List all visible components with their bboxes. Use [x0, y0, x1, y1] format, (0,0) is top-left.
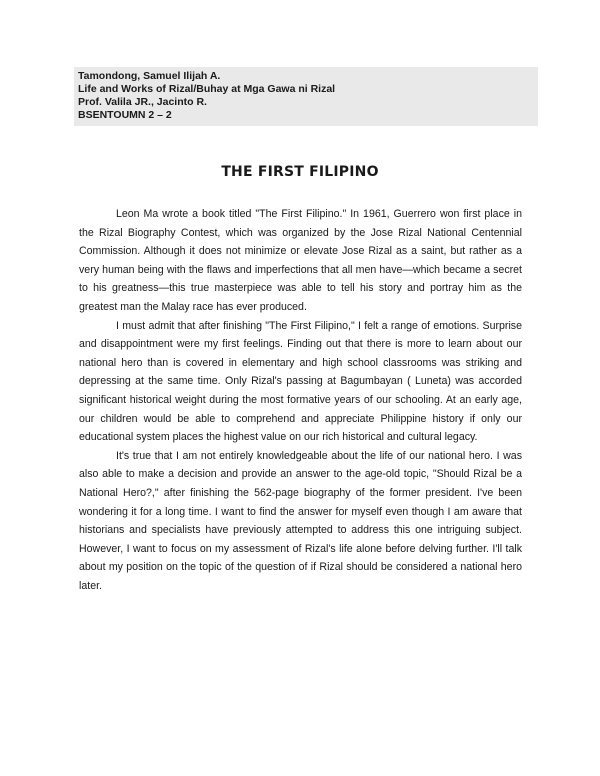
paragraph-3: It's true that I am not entirely knowledgeable about the life of our national hero. I was also able to make a decision and provide an answer to the age-old topic, "Should Rizal be a National Hero?," after finishing the 562-page biography of the former president. I've been wondering it for a long time. I want to find the answer for myself even though I am aware that historians and specialists have previously attempted to address this one intriguing subject. However, I want to focus on my assessment of Rizal's life alone before delving further. I'll talk about my position on the topic of the question of if Rizal should be considered a national hero later. [79, 449, 522, 592]
student-name: Tamondong, Samuel Ilijah A. [78, 70, 221, 82]
document-body [79, 205, 522, 595]
paragraph-2: I must admit that after finishing "The First Filipino," I felt a range of emotions. Surprise and disappointment were my first feelings. Finding out that there is more to learn about our national hero than is covered in elementary and high school classrooms was striking and depressing at the same time. Only Rizal's passing at Bagumbayan ( Luneta) was accorded significant historical weight during the most formative years of our schooling. At an early age, our children would be able to comprehend and appreciate Philippine history if only our educational system places the highest value on our rich historical and cultural legacy. [79, 319, 522, 444]
document-title: THE FIRST FILIPINO [221, 164, 379, 180]
course-title: Life and Works of Rizal/Buhay at Mga Gawa ni Rizal [78, 83, 336, 95]
paragraph-1: Leon Ma wrote a book titled "The First Filipino." In 1961, Guerrero won first place in the Rizal Biography Contest, which was organized by the Jose Rizal National Centennial Commission. Although it does not minimize or elevate Jose Rizal as a saint, but rather as a very human being with the flaws and imperfections that all men have—which became a secret to his greatness—this true masterpiece was able to tell his story and portray him as the greatest man the Malay race has ever produced. [79, 208, 522, 313]
section-code: BSENTOUMN 2 – 2 [78, 109, 172, 121]
student-info-header [74, 67, 538, 126]
professor-name: Prof. Valila JR., Jacinto R. [78, 96, 207, 108]
